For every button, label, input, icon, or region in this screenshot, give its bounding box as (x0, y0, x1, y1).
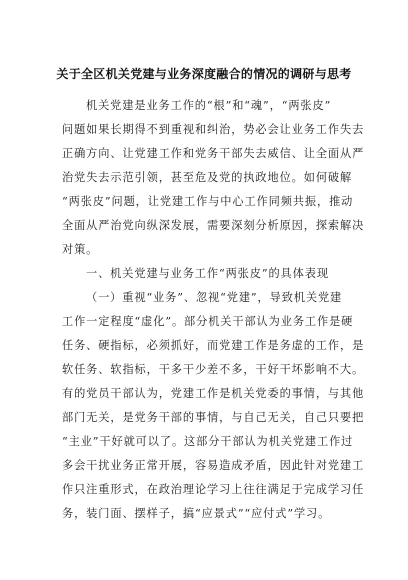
paragraph-2-line: 任务、硬指标，必须抓好，而党建工作是务虚的工作，是 (62, 339, 365, 352)
paragraph-1-line: 机关党建是业务工作的“根”和“魂”，“两张皮” (86, 99, 332, 112)
paragraph-1-line: 全面从严治党向纵深发展，需要深刻分析原因，探索解决 (62, 219, 365, 232)
paragraph-2-line: 部门无关，是党务干部的事情，与自己无关，自己只要把 (62, 411, 365, 424)
paragraph-2-line: “主业”干好就可以了。这部分干部认为机关党建工作过 (62, 435, 354, 448)
paragraph-2-line: 有的党员干部认为，党建工作是机关党委的事情，与其他 (62, 387, 365, 400)
section-heading: 一、机关党建与业务工作“两张皮”的具体表现 (86, 267, 329, 280)
paragraph-1-line: 正确方向、让党建工作和党务干部失去威信、让全面从严 (62, 147, 365, 160)
paragraph-1-line: 问题如果长期得不到重视和纠治，势必会让业务工作失去 (62, 123, 365, 136)
paragraph-1-line: 对策。 (62, 243, 99, 256)
paragraph-2-line: （一）重视“业务”、忽视“党建”，导致机关党建 (86, 291, 343, 304)
paragraph-2-line: 多会干扰业务正常开展，容易造成矛盾，因此针对党建工 (62, 459, 365, 472)
paragraph-1-line: “两张皮”问题，让党建工作与中心工作同频共振，推动 (62, 195, 354, 208)
paragraph-2-line: 工作一定程度“虚化”。部分机关干部认为业务工作是硬 (62, 315, 354, 328)
paragraph-2-line: 作只注重形式，在政治理论学习上往往满足于完成学习任 (62, 483, 365, 496)
paragraph-2-line: 软任务、软指标，干多干少差不多，干好干坏影响不大。 (62, 363, 365, 376)
document-title: 关于全区机关党建与业务深度融合的情况的调研与思考 (56, 67, 352, 81)
paragraph-1-line: 治党失去示范引领，甚至危及党的执政地位。如何破解 (62, 171, 353, 184)
paragraph-2-line: 务，装门面、摆样子，搞“应景式”“应付式”学习。 (62, 507, 331, 520)
